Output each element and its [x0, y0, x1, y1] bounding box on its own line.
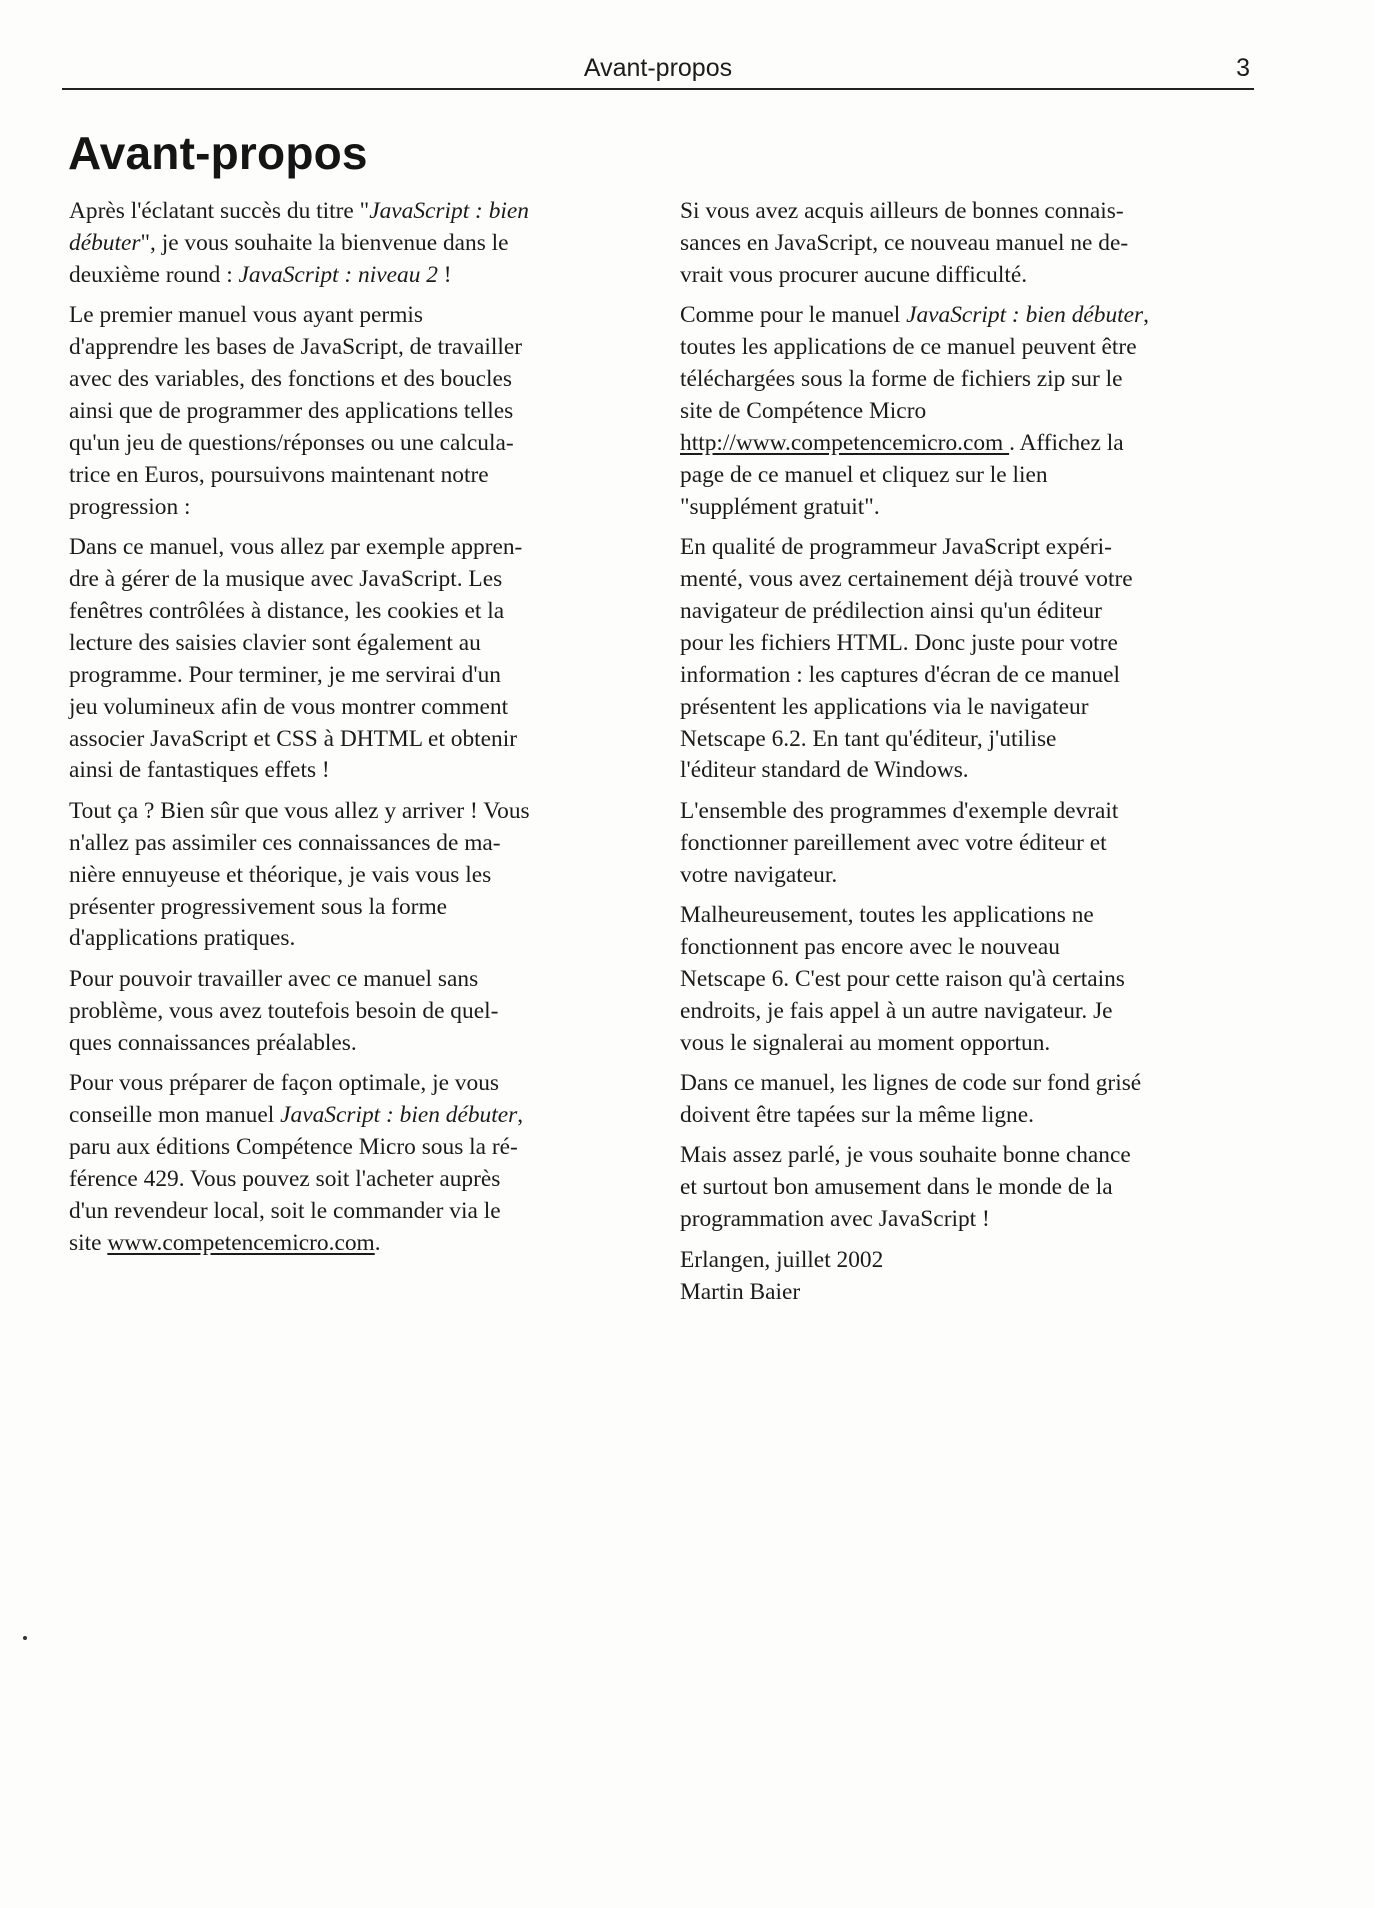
paragraph-first-manual — [69, 300, 644, 523]
paragraph-contents — [69, 532, 644, 787]
text-line: "supplément gratuit". — [680, 493, 880, 520]
text-line: téléchargées sous la forme de fichiers zip sur le — [680, 366, 1123, 393]
book-title: JavaScript : bien débuter — [906, 302, 1144, 329]
text-line — [69, 228, 644, 260]
text-line: présenter progressivement sous la forme — [69, 893, 448, 920]
text-line: Netscape 6. C'est pour cette raison qu'à certains — [680, 965, 1125, 992]
text-fragment: Comme pour le manuel — [680, 302, 907, 329]
right-column — [680, 196, 1255, 1317]
text-line: Netscape 6.2. En tant qu'éditeur, j'utilise — [680, 725, 1057, 752]
text-line: trice en Euros, poursuivons maintenant notre — [69, 461, 489, 488]
download-link[interactable]: http://www.competencemicro.com — [680, 429, 1010, 456]
text-line: L'ensemble des programmes d'exemple devrait — [680, 797, 1119, 824]
text-line: problème, vous avez toutefois besoin de quel- — [69, 997, 499, 1024]
book-title: débuter — [69, 229, 141, 256]
text-line: fenêtres contrôlées à distance, les cookies et la — [69, 597, 505, 624]
text-line: fonctionnent pas encore avec le nouveau — [680, 933, 1060, 960]
book-title: JavaScript : niveau 2 — [238, 261, 438, 288]
text-line: d'apprendre les bases de JavaScript, de travailler — [69, 334, 522, 361]
text-line — [69, 1100, 644, 1132]
text-line: qu'un jeu de questions/réponses ou une calcula- — [69, 429, 514, 456]
text-line: n'allez pas assimiler ces connaissances de ma- — [69, 829, 501, 856]
text-line: Dans ce manuel, les lignes de code sur fond grisé — [680, 1070, 1142, 1097]
text-line: lecture des saisies clavier sont également au — [69, 629, 481, 656]
text-line: Pour pouvoir travailler avec ce manuel sans — [69, 965, 479, 992]
page-title: Avant-propos — [68, 127, 368, 179]
text-line: menté, vous avez certainement déjà trouvé votre — [680, 565, 1133, 592]
text-fragment: Après l'éclatant succès du titre " — [69, 198, 370, 224]
running-header — [62, 52, 1254, 90]
text-line: ainsi que de programmer des applications telles — [69, 397, 514, 424]
text-line: Mais assez parlé, je vous souhaite bonne chance — [680, 1142, 1131, 1169]
text-line: votre navigateur. — [680, 861, 838, 888]
text-line: dre à gérer de la musique avec JavaScript. Les — [69, 565, 503, 592]
text-line: fonctionner pareillement avec votre éditeur et — [680, 829, 1107, 856]
text-line: d'un revendeur local, soit le commander via le — [69, 1197, 501, 1224]
text-line: avec des variables, des fonctions et des boucles — [69, 366, 512, 393]
text-line: progression : — [69, 493, 191, 520]
text-line: Pour vous préparer de façon optimale, je vous — [69, 1070, 499, 1097]
text-line: vrait vous procurer aucune difficulté. — [680, 261, 1028, 288]
text-line: nière ennuyeuse et théorique, je vais vous les — [69, 861, 492, 888]
text-line — [680, 300, 1255, 332]
text-line: pour les fichiers HTML. Donc juste pour votre — [680, 629, 1118, 656]
text-line — [69, 196, 644, 228]
text-line: En qualité de programmeur JavaScript expéri- — [680, 534, 1112, 561]
paragraph-closing — [680, 1140, 1255, 1236]
text-fragment: . — [374, 1229, 381, 1256]
paragraph-compatibility — [680, 796, 1255, 892]
text-line: doivent être tapées sur la même ligne. — [680, 1101, 1034, 1128]
text-line: ainsi de fantastiques effets ! — [69, 757, 330, 784]
running-header-title: Avant-propos — [583, 54, 733, 82]
text-line: jeu volumineux afin de vous montrer comment — [69, 693, 509, 720]
signature-author: Martin Baier — [680, 1278, 801, 1305]
text-line: navigateur de prédilection ainsi qu'un éditeur — [680, 597, 1102, 624]
page-number: 3 — [1236, 54, 1250, 82]
text-line: associer JavaScript et CSS à DHTML et obtenir — [69, 725, 518, 752]
text-fragment: ! — [437, 261, 452, 288]
text-fragment: , — [517, 1101, 524, 1128]
paragraph-code-lines — [680, 1068, 1255, 1132]
text-line: toutes les applications de ce manuel peuvent être — [680, 334, 1137, 361]
text-fragment: , — [1143, 302, 1150, 329]
text-line: site de Compétence Micro — [680, 397, 927, 424]
paragraph-experienced — [680, 196, 1255, 292]
text-line: paru aux éditions Compétence Micro sous la ré- — [69, 1133, 518, 1160]
text-line: Si vous avez acquis ailleurs de bonnes connais- — [680, 198, 1124, 224]
text-line: sances en JavaScript, ce nouveau manuel ne de- — [680, 229, 1129, 256]
text-line: page de ce manuel et cliquez sur le lien — [680, 461, 1048, 488]
paragraph-tools — [680, 532, 1255, 787]
paragraph-practical — [69, 796, 644, 956]
text-fragment: site — [69, 1229, 108, 1256]
text-line: Tout ça ? Bien sûr que vous allez y arriver ! Vous — [69, 797, 530, 824]
text-line: programmation avec JavaScript ! — [680, 1206, 990, 1233]
text-fragment: conseille mon manuel — [69, 1101, 281, 1128]
text-fragment: deuxième round : — [69, 261, 239, 288]
text-line — [69, 1228, 644, 1260]
text-line: programme. Pour terminer, je me servirai d'un — [69, 661, 501, 688]
book-title: JavaScript : bien — [369, 198, 529, 224]
signature-block — [680, 1245, 1255, 1309]
text-line: endroits, je fais appel à un autre navigateur. Je — [680, 997, 1113, 1024]
text-line — [680, 428, 1255, 460]
scan-speck — [23, 1636, 27, 1640]
text-line — [69, 260, 644, 292]
website-link[interactable]: www.competencemicro.com — [107, 1229, 375, 1256]
text-line: Dans ce manuel, vous allez par exemple appren- — [69, 534, 523, 561]
text-line: ques connaissances préalables. — [69, 1029, 357, 1056]
text-line: Malheureusement, toutes les applications ne — [680, 902, 1094, 929]
book-title: JavaScript : bien débuter — [280, 1101, 518, 1128]
text-line: présentent les applications via le navigateur — [680, 693, 1089, 720]
paragraph-prerequisites — [69, 964, 644, 1060]
text-line: Le premier manuel vous ayant permis — [69, 302, 423, 329]
text-line: et surtout bon amusement dans le monde de la — [680, 1174, 1113, 1201]
text-line: vous le signalerai au moment opportun. — [680, 1029, 1051, 1056]
text-line: d'applications pratiques. — [69, 925, 296, 952]
paragraph-recommendation — [69, 1068, 644, 1259]
signature-place-date: Erlangen, juillet 2002 — [680, 1246, 884, 1273]
paragraph-intro — [69, 196, 644, 292]
text-line: l'éditeur standard de Windows. — [680, 757, 969, 784]
text-fragment: . Affichez la — [1009, 429, 1124, 456]
paragraph-downloads — [680, 300, 1255, 523]
text-line: férence 429. Vous pouvez soit l'acheter auprès — [69, 1165, 501, 1192]
left-column — [69, 196, 644, 1268]
text-fragment: ", je vous souhaite la bienvenue dans le — [140, 229, 509, 256]
paragraph-netscape — [680, 900, 1255, 1060]
text-line: information : les captures d'écran de ce manuel — [680, 661, 1121, 688]
